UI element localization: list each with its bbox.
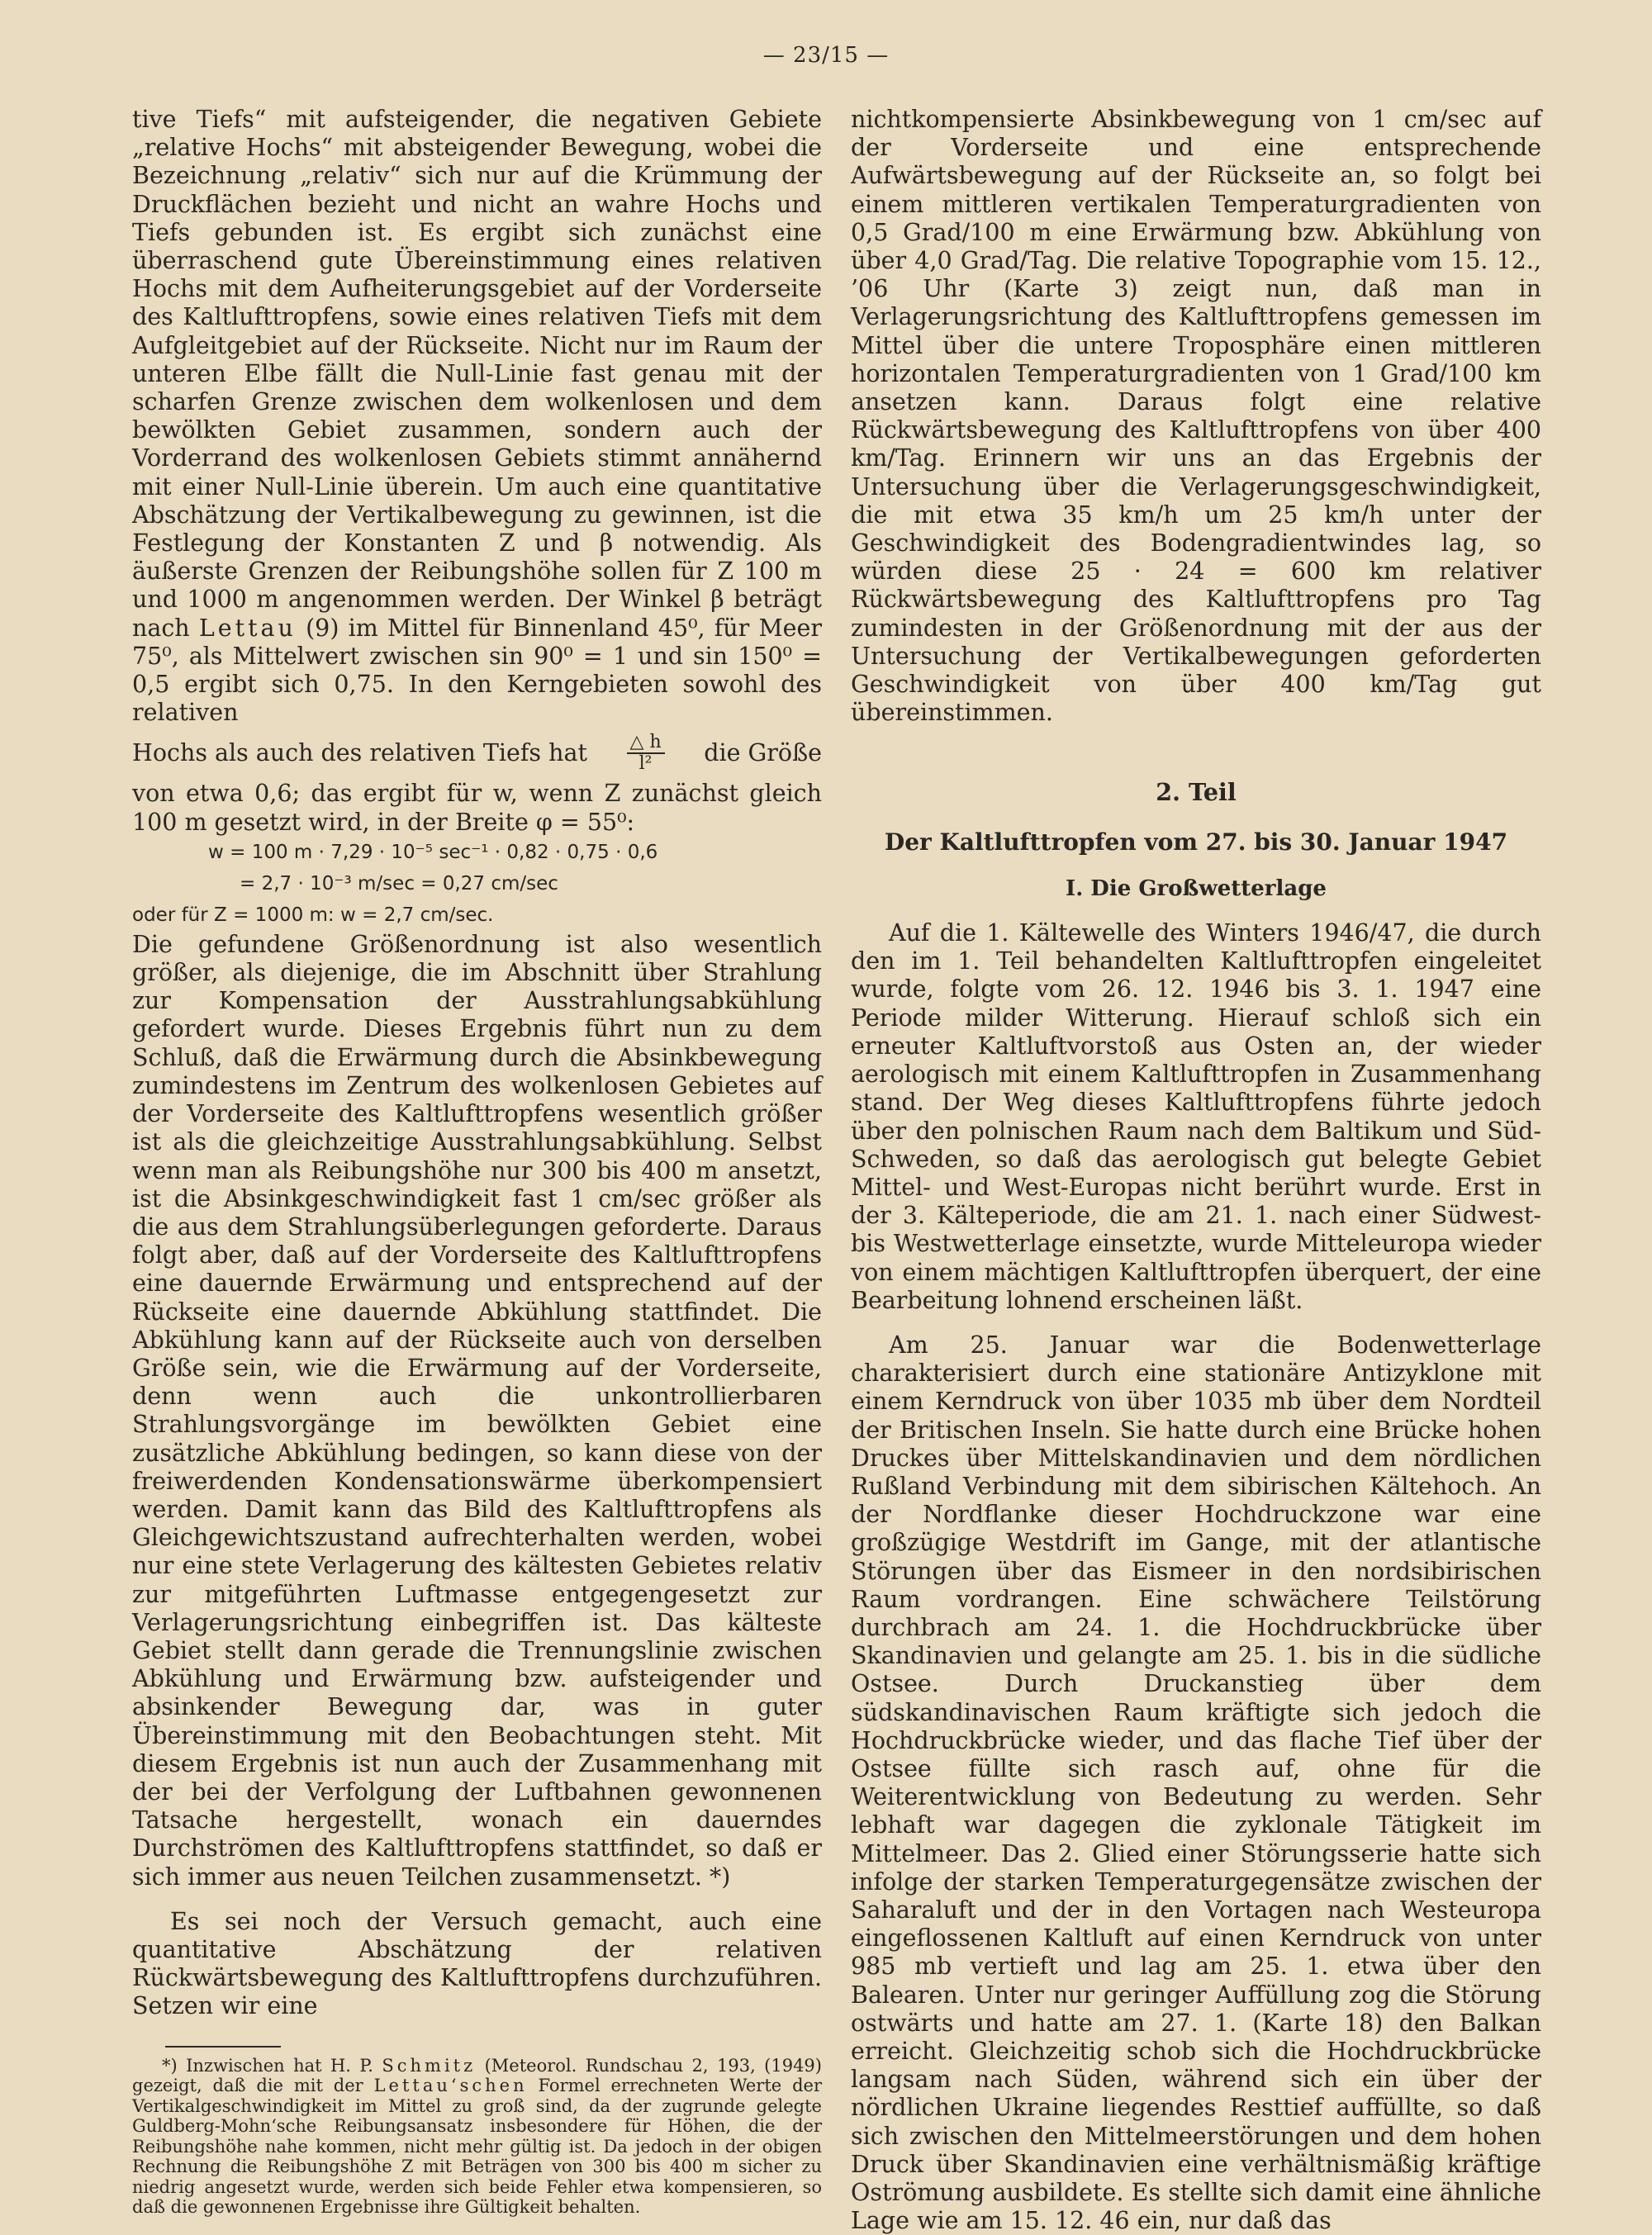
body-paragraph-4: nichtkompensierte Absinkbewegung von 1 cm/sec auf der Vorderseite und eine entsprechende Aufwärtsbewegung auf der Rückseite an, so folgt bei einem mittleren vertikalen Temperaturgradienten von 0,5 Grad/100 m eine Erwärmung bzw. Abkühlung von über 4,0 Grad/Tag. Die relative Topographie vom 15. 12., ’06 Uhr (Karte 3) zeigt nun, daß man in Verlagerungsrichtung des Kaltlufttropfens gemessen im Mittel über die untere Troposphäre einen mittleren horizontalen Temperaturgradienten von 1 Grad/100 km ansetzen kann. Daraus folgt eine relative Rückwärtsbewegung des Kaltlufttropfens von über 400 km/Tag. Erinnern wir uns an das Ergebnis der Untersuchung über die Verlagerungsgeschwindigkeit, die mit etwa 35 km/h um 25 km/h unter der Geschwindigkeit des Bodengradientwindes lag, so würden diese 25 · 24 = 600 km relativer Rückwärtsbewegung des Kaltlufttropfens pro Tag zumindesten in der Größenordnung mit der aus der Untersuchung der Vertikalbewegungen geforderten Geschwindigkeit von über 400 km/Tag gut übereinstimmen.	[851, 106, 1541, 727]
formula-3: oder für Z = 1000 m: w = 2,7 cm/sec.	[132, 904, 494, 926]
fraction-line: Hochs als auch des relativen Tiefs hat $\frac{\triangle h}{\text{l²}}$ die Größe	[132, 732, 822, 775]
body-paragraph-3: Es sei noch der Versuch gemacht, auch eine quantitative Abschätzung der relativen Rückwärtsbewegung des Kaltlufttropfens durchzuführen. Setzen wir eine	[132, 1907, 822, 2020]
footnote-rule	[165, 2046, 281, 2048]
part-title: 2. Teil	[1156, 778, 1237, 807]
body-paragraph-5: Auf die 1. Kältewelle des Winters 1946/47, die durch den im 1. Teil behandelten Kaltlufttropfen eingeleitet wurde, folgte vom 26. 12. 1946 bis 3. 1. 1947 eine Periode milder Witterung. Hierauf schloß sich ein erneuter Kaltluftvorstoß aus Osten an, der wieder aerologisch mit einem Kaltlufttropfen in Zusammenhang stand. Der Weg dieses Kaltlufttropfens führte jedoch über den polnischen Raum nach dem Baltikum und Süd-Schweden, so daß das aerologisch gut belegte Gebiet Mittel- und West-Europas nicht berührt wurde. Erst in der 3. Kälteperiode, die am 21. 1. nach einer Südwest- bis Westwetterlage einsetzte, wurde Mitteleuropa wieder von einem mächtigen Kaltlufttropfen überquert, der eine Bearbeitung lohnend erscheinen läßt.	[851, 919, 1541, 1314]
body-paragraph-1-end: von etwa 0,6; das ergibt für w, wenn Z zunächst gleich 100 m gesetzt wird, in der Breite φ = 55⁰:	[132, 780, 822, 836]
right-column	[851, 106, 1541, 2235]
footnote: *) Inzwischen hat H. P. Schmitz (Meteorol. Rundschau 2, 193, (1949) gezeigt, daß die mit der Lettau‘schen Formel errechneten Werte der Vertikalgeschwindigkeit im Mittel zu groß sind, da der zugrunde gelegte Guldberg-Mohn‘sche Reibungsansatz insbesondere für Höhen, die der Reibungshöhe nahe kommen, nicht mehr gültig ist. Da jedoch in der obigen Rechnung die Reibungshöhe Z mit Beträgen von 300 bis 400 m sicher zu niedrig angesetzt wurde, werden sich beide Fehler etwa kompensieren, so daß die gewonnenen Ergebnisse ihre Gültigkeit behalten.	[132, 2055, 822, 2218]
page-number: — 23/15 —	[762, 43, 890, 68]
author-name: Lettau	[198, 614, 297, 642]
formula-2: = 2,7 · 10⁻³ m/sec = 0,27 cm/sec	[240, 872, 558, 894]
formula-1: w = 100 m · 7,29 · 10⁻⁵ sec⁻¹ · 0,82 · 0,75 · 0,6	[208, 841, 658, 863]
body-paragraph-6: Am 25. Januar war die Bodenwetterlage charakterisiert durch eine stationäre Antizyklone mit einem Kerndruck von über 1035 mb über dem Nordteil der Britischen Inseln. Sie hatte durch eine Brücke hohen Druckes über Mittelskandinavien und dem nördlichen Rußland Verbindung mit dem sibirischen Kältehoch. An der Nordflanke dieser Hochdruckzone war eine großzügige Westdrift im Gange, mit der atlantische Störungen über das Eismeer in den nordsibirischen Raum vordrangen. Eine schwächere Teilstörung durchbrach am 24. 1. die Hochdruckbrücke über Skandinavien und gelangte am 25. 1. bis in die südliche Ostsee. Durch Druckanstieg über dem südskandinavischen Raum kräftigte sich jedoch die Hochdruckbrücke wieder, und das flache Tief über der Ostsee füllte sich rasch auf, ohne für die Weiterentwicklung von Bedeutung zu werden. Sehr lebhaft war dagegen die zyklonale Tätigkeit im Mittelmeer. Das 2. Glied einer Störungsserie hatte sich infolge der starken Temperaturgegensätze zwischen der Saharaluft und der in den Vortagen nach Westeuropa eingeflossenen Kaltluft auf einen Kerndruck von unter 985 mb vertieft und lag am 25. 1. etwa über den Balearen. Unter nur geringer Auffüllung zog die Störung ostwärts und hatte am 27. 1. (Karte 18) den Balkan erreicht. Gleichzeitig schob sich die Hochdruckbrücke langsam nach Süden, während sich ein über der nördlichen Ukraine liegendes Resttief auffüllte, so daß sich zwischen den Mittelmeerstörungen und dem hohen Druck über Skandinavien eine verhältnismäßig kräftige Oströmung ausbildete. Es stellte sich damit eine ähnliche Lage wie am 15. 12. 46 ein, nur daß das	[851, 1331, 1541, 2235]
subsection-title: I. Die Großwetterlage	[1066, 875, 1327, 901]
section-title: Der Kaltlufttropfen vom 27. bis 30. Januar 1947	[884, 828, 1508, 856]
body-paragraph-2: Die gefundene Größenordnung ist also wesentlich größer, als diejenige, die im Abschnitt über Strahlung zur Kompensation der Ausstrahlungsabkühlung gefordert wurde. Dieses Ergebnis führt nun zu dem Schluß, daß die Erwärmung durch die Absinkbewegung zumindestens im Zentrum des wolkenlosen Gebietes auf der Vorderseite des Kaltlufttropfens wesentlich größer ist als die gleichzeitige Ausstrahlungsabkühlung. Selbst wenn man als Reibungshöhe nur 300 bis 400 m ansetzt, ist die Absinkgeschwindigkeit fast 1 cm/sec größer als die aus dem Strahlungsüberlegungen geforderte. Daraus folgt aber, daß auf der Vorderseite des Kaltlufttropfens eine dauernde Erwärmung und entsprechend auf der Rückseite eine dauernde Abkühlung stattfindet. Die Abkühlung kann auf der Rückseite auch von derselben Größe sein, wie die Erwärmung auf der Vorderseite, denn wenn auch die unkontrollierbaren Strahlungsvorgänge im bewölkten Gebiet eine zusätzliche Abkühlung bedingen, so kann diese von der freiwerdenden Kondensationswärme überkompensiert werden. Damit kann das Bild des Kaltlufttropfens als Gleichgewichtszustand aufrechterhalten werden, wobei nur eine stete Verlagerung des kältesten Gebietes relativ zur mitgeführten Luftmasse entgegengesetzt zur Verlagerungsrichtung einbegriffen ist. Das kälteste Gebiet stellt dann gerade die Trennungslinie zwischen Abkühlung und Erwärmung bzw. aufsteigender und absinkender Bewegung dar, was in guter Übereinstimmung mit den Beobachtungen steht. Mit diesem Ergebnis ist nun auch der Zusammenhang mit der bei der Verfolgung der Luftbahnen gewonnenen Tatsache hergestellt, wonach ein dauerndes Durchströmen des Kaltlufttropfens stattfindet, so daß er sich immer aus neuen Teilchen zusammensetzt. *)	[132, 930, 822, 1891]
left-column	[132, 106, 822, 2218]
body-paragraph-1: tive Tiefs“ mit aufsteigender, die negativen Gebiete „relative Hochs“ mit absteigender Bewegung, wobei die Bezeichnung „relativ“ sich nur auf die Krümmung der Druckflächen bezieht und nicht an wahre Hochs und Tiefs gebunden ist. Es ergibt sich zunächst eine überraschend gute Übereinstimmung eines relativen Hochs mit dem Aufheiterungsgebiet auf der Vorderseite des Kaltlufttropfens, sowie eines relativen Tiefs mit dem Aufgleitgebiet auf der Rückseite. Nicht nur im Raum der unteren Elbe fällt die Null-Linie fast genau mit der scharfen Grenze zwischen dem wolkenlosen und dem bewölkten Gebiet zusammen, sondern auch der Vorderrand des wolkenlosen Gebiets stimmt annähernd mit einer Null-Linie überein. Um auch eine quantitative Abschätzung der Vertikalbewegung zu gewinnen, ist die Festlegung der Konstanten Z und β notwendig. Als äußerste Grenzen der Reibungshöhe sollen für Z 100 m und 1000 m angenommen werden. Der Winkel β beträgt nach Lettau (9) im Mittel für Binnenland 45⁰, für Meer 75⁰, als Mittelwert zwischen sin 90⁰ = 1 und sin 150⁰ = 0,5 ergibt sich 0,75. In den Kerngebieten sowohl des relativen	[132, 106, 822, 727]
fraction-dh-l2: $\frac{\triangle h}{\text{l²}}$	[627, 733, 665, 774]
